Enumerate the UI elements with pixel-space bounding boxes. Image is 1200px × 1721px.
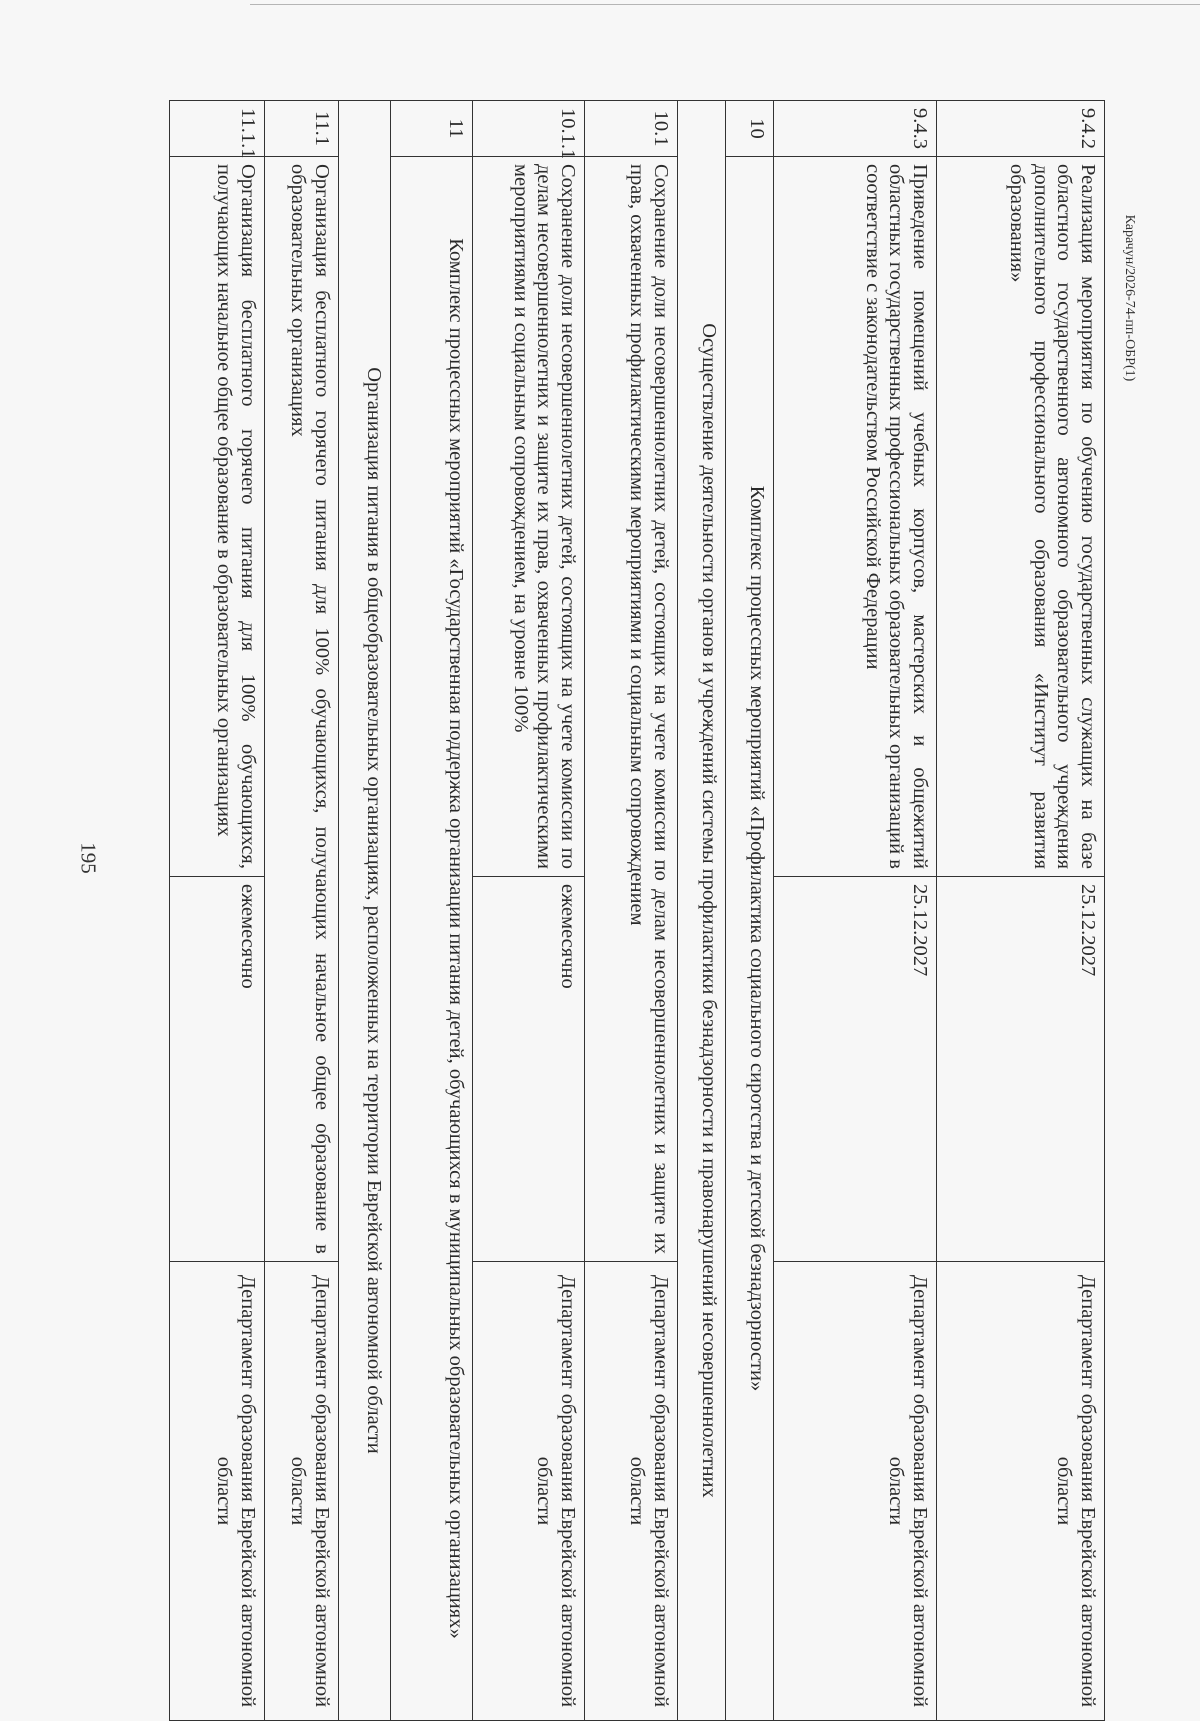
row-description: Сохранение доли несовершеннолетних детей, состоящих на учете комиссии по делам несовершеннолетних и защите их прав, охваченных профилактическими мероприятиями и социальным сопровождением, на уровне 100% <box>473 157 585 877</box>
row-description: Организация бесплатного горячего питания для 100% обучающихся, получающих начальное общее образование в образовательных организациях <box>170 157 265 877</box>
top-rule <box>250 4 1200 5</box>
subsection-title: Организация питания в общеобразовательных организациях, расположенных на территории Еврейской автономной области <box>339 101 391 1721</box>
row-responsible: Департамент образования Еврейской автономной области <box>265 1262 339 1721</box>
row-responsible: Департамент образования Еврейской автономной области <box>473 1262 585 1721</box>
subsection-row <box>339 101 391 1721</box>
subsection-row <box>678 101 726 1721</box>
page-number: 195 <box>76 842 101 874</box>
section-number: 11 <box>391 101 473 157</box>
row-number: 11.1.1 <box>170 101 265 157</box>
row-responsible: Департамент образования Еврейской автономной области <box>585 1262 678 1721</box>
row-deadline: ежемесячно <box>170 877 265 1262</box>
section-title: Комплекс процессных мероприятий «Профилактика социального сиротства и детской безнадзорности» <box>726 157 774 1721</box>
table-row <box>473 101 585 1721</box>
row-description: Реализация мероприятия по обучению государственных служащих на базе областного государственного автономного образовательного учреждения дополнительного профессионального образования «Институт развития образования» <box>937 157 1105 877</box>
table-row <box>774 101 937 1721</box>
row-responsible: Департамент образования Еврейской автономной области <box>937 1262 1105 1721</box>
rotated-page <box>170 100 1105 1720</box>
document-code: Карачун/2026-74-пп-ОБР(1) <box>1122 214 1137 382</box>
row-deadline: 25.12.2027 <box>937 877 1105 1262</box>
section-title: Комплекс процессных мероприятий «Государственная поддержка организации питания детей, обучающихся в муниципальных образовательных организациях» <box>391 157 473 1721</box>
row-number: 9.4.3 <box>774 101 937 157</box>
section-header-row <box>391 101 473 1721</box>
row-description: Приведение помещений учебных корпусов, мастерских и общежитий областных государственных профессиональных образовательных организаций в соответствие с законодательством Российской Федерации <box>774 157 937 877</box>
table-row <box>170 101 265 1721</box>
row-number: 10.1 <box>585 101 678 157</box>
row-number: 9.4.2 <box>937 101 1105 157</box>
subsection-title: Осуществление деятельности органов и учреждений системы профилактики безнадзорности и правонарушений несовершеннолетних <box>678 101 726 1721</box>
table-row <box>265 101 339 1721</box>
row-number: 10.1.1 <box>473 101 585 157</box>
row-deadline: 25.12.2027 <box>774 877 937 1262</box>
row-description: Организация бесплатного горячего питания для 100% обучающихся, получающих начальное общее образование в образовательных организациях <box>265 157 339 1262</box>
table-row <box>585 101 678 1721</box>
row-deadline: ежемесячно <box>473 877 585 1262</box>
activity-plan-table <box>169 100 1105 1721</box>
row-description: Сохранение доли несовершеннолетних детей, состоящих на учете комиссии по делам несовершеннолетних и защите их прав, охваченных профилактическими мероприятиями и социальным сопровождением <box>585 157 678 1262</box>
section-header-row <box>726 101 774 1721</box>
row-number: 11.1 <box>265 101 339 157</box>
section-number: 10 <box>726 101 774 157</box>
row-responsible: Департамент образования Еврейской автономной области <box>774 1262 937 1721</box>
row-responsible: Департамент образования Еврейской автономной области <box>170 1262 265 1721</box>
table-row <box>937 101 1105 1721</box>
